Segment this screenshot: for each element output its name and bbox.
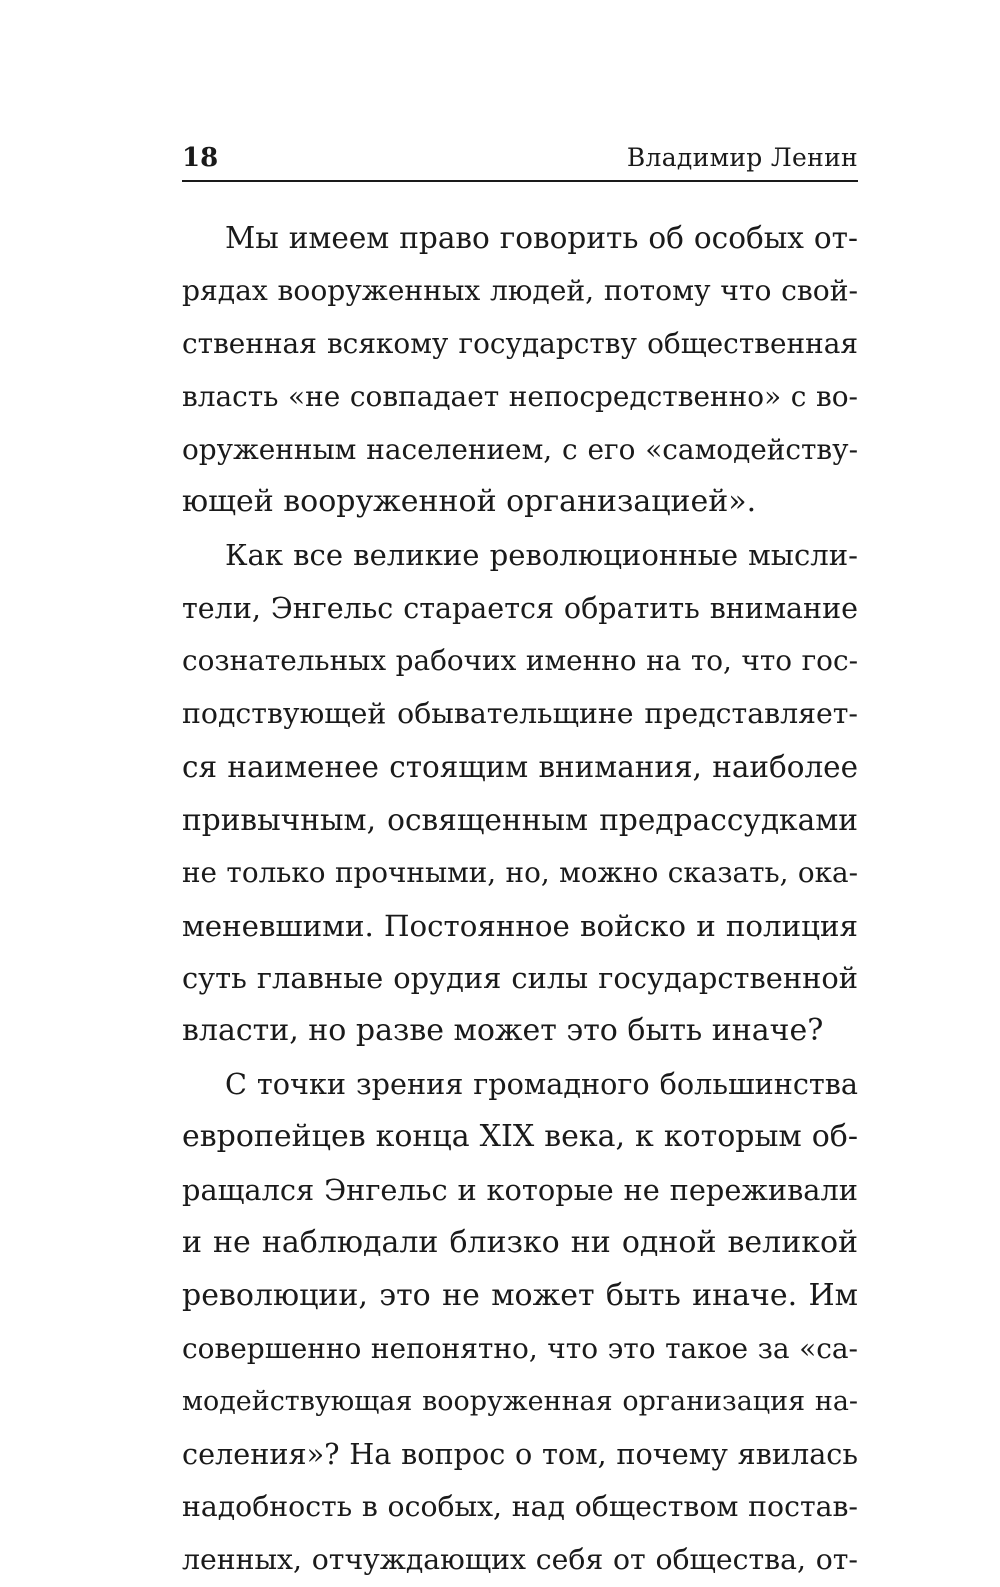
text-line: рядах вооруженных людей, потому что свой- [182,273,858,307]
text-line: надобность в особых, над обществом постав- [182,1490,858,1524]
text-line: сознательных рабочих именно на то, что гос- [182,644,858,678]
text-line: оруженным населением, с его «самодейству- [182,432,858,466]
text-line: революции, это не может быть иначе. Им [182,1277,858,1313]
text-line: ращался Энгельс и которые не переживали [182,1173,858,1208]
text-line: Мы имеем право говорить об особых от- [225,221,858,255]
text-line: власть «не совпадает непосредственно» с во- [182,379,858,413]
text-line: подствующей обывательщине представляет- [182,697,858,731]
body-text [182,212,858,1587]
text-line: селения»? На вопрос о том, почему явилась [182,1437,858,1472]
text-line: и не наблюдали близко ни одной великой [182,1224,858,1260]
text-line: ственная всякому государству общественная [182,326,858,360]
running-head-title: Владимир Ленин [626,143,858,172]
text-line: тели, Энгельс старается обратить внимание [182,591,858,626]
running-head [182,138,858,182]
text-line: европейцев конца XIX века, к которым об- [182,1119,858,1155]
text-line: не только прочными, но, можно сказать, ока- [182,855,858,889]
text-line: привычным, освященным предрассудками [182,802,858,837]
text-line: ленных, отчуждающих себя от общества, от- [182,1543,858,1577]
text-line: Как все великие революционные мысли- [225,538,858,573]
text-line: суть главные орудия силы государственной [182,961,858,996]
text-line: власти, но разве может это быть иначе? [182,1013,824,1049]
header-rule [182,180,858,182]
text-line: модействующая вооруженная организация на- [182,1385,858,1417]
text-line: ющей вооруженной организацией». [182,484,757,520]
text-line: ся наименее стоящим внимания, наиболее [182,749,858,784]
page-number: 18 [182,143,219,173]
text-line: меневшими. Постоянное войско и полиция [182,908,858,943]
text-line: совершенно непонятно, что это такое за «са- [182,1331,858,1365]
text-line: С точки зрения громадного большинства [225,1067,858,1102]
